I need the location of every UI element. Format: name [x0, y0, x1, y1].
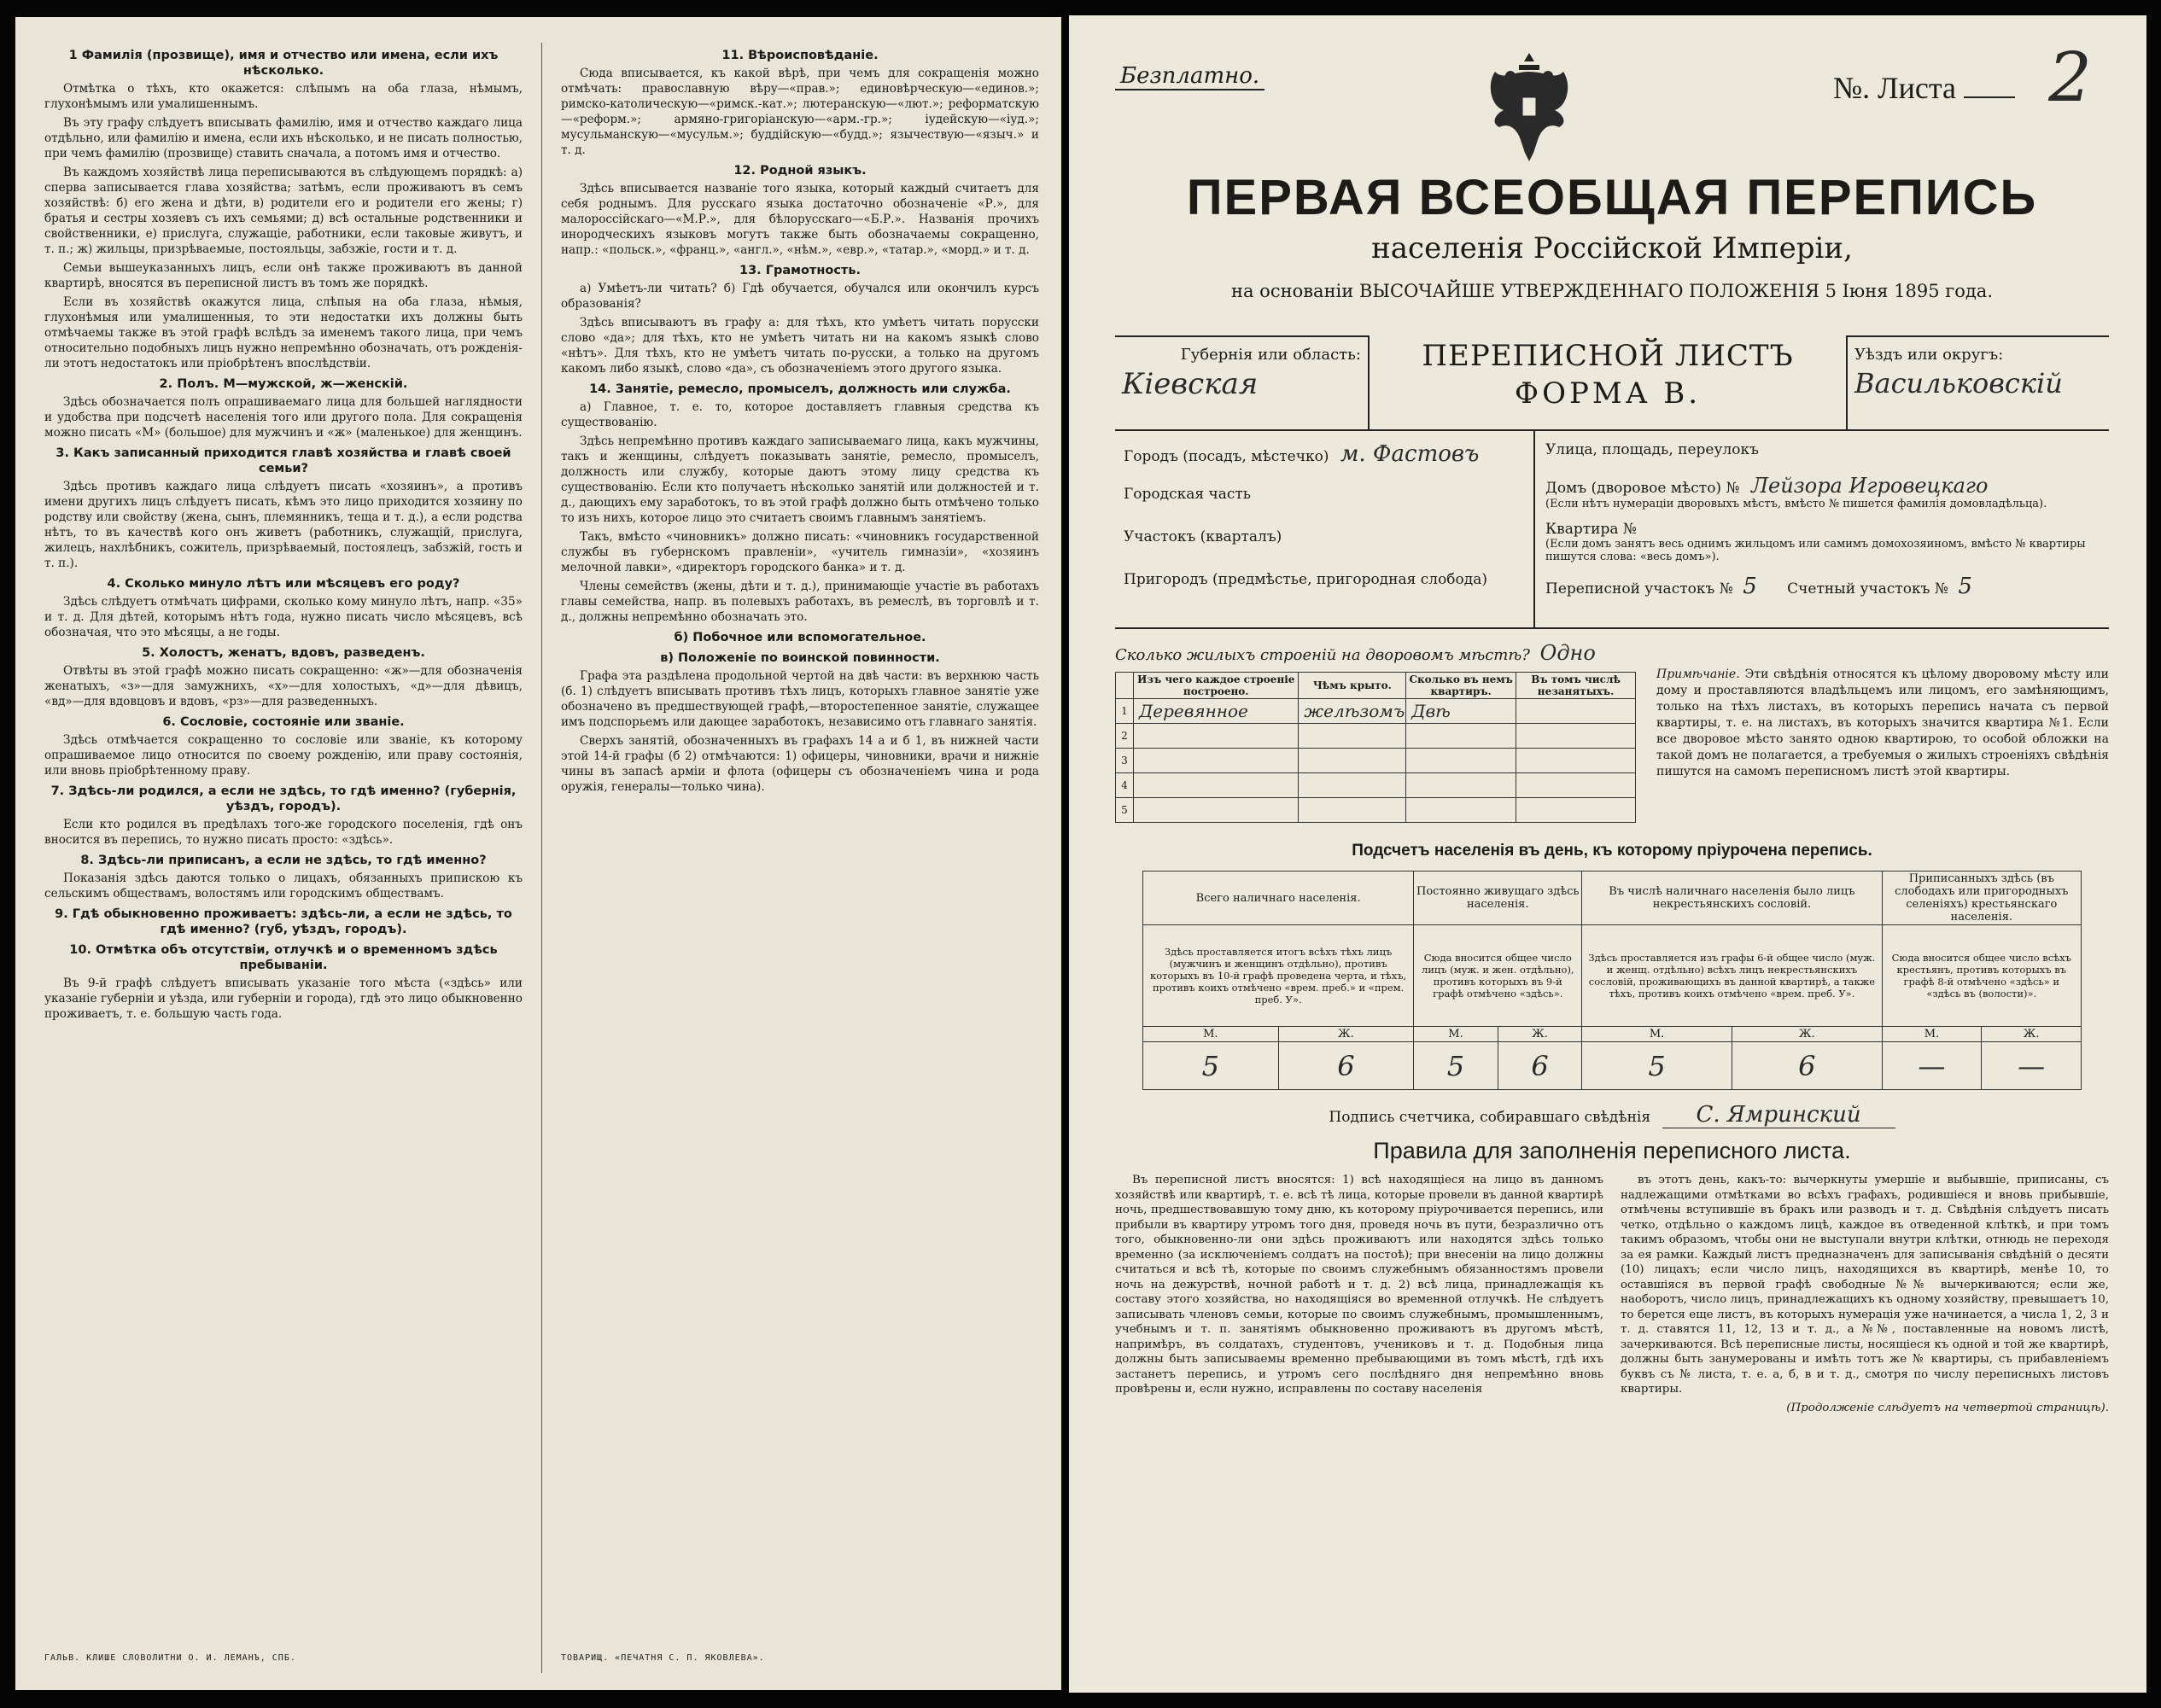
dom-label: Домъ (дворовое мѣсто) № — [1545, 480, 1740, 497]
dom-note: (Если нѣтъ нумераціи дворовыхъ мѣстъ, вмѣсто № пишется фамилія домовладѣльца). — [1545, 498, 2047, 510]
gorod-value[interactable]: м. Фастовъ — [1340, 441, 1480, 467]
instruction-paragraph: Сюда вписывается, къ какой вѣрѣ, при чемъ для сокращенія можно отмѣчать: православную вѣру—«прав.»; единовѣрческую—«единов.»; римско-католическую—«римск.-кат.»; лютеранскую—«лют.»; реформатскую—«реформ.»; армяно-григоріанскую—«арм.-гр.»; іудейскую—«іуд.»; мусульманскую—«мусульм.»; буддійскую—«будд.»; язычествую—«языч.» и т. д. — [561, 67, 1039, 157]
count-note: Сюда вносится общее число всѣхъ крестьянъ, противъ которыхъ въ графѣ 8-й отмѣчено «здѣсь» и «здѣсь въ (волости)». — [1882, 925, 2081, 1027]
building-cell[interactable] — [1134, 724, 1299, 749]
count-value[interactable]: 6 — [1498, 1042, 1582, 1090]
form-title: ПЕРЕПИСНОЙ ЛИСТЪ — [1422, 339, 1794, 373]
legal-basis-line: на основаніи ВЫСОЧАЙШЕ УТВЕРЖДЕННАГО ПОЛОЖЕНІЯ 5 Іюня 1895 года. — [1230, 281, 1994, 301]
building-cell[interactable] — [1134, 773, 1299, 798]
row-number: 3 — [1116, 749, 1134, 773]
count-value[interactable]: 5 — [1582, 1042, 1732, 1090]
count-sex-row — [1143, 1027, 2082, 1042]
instruction-paragraph: Отвѣты въ этой графѣ можно писать сокращенно: «ж»—для обозначенія женатыхъ, «з»—для замужнихъ, «х»—для холостыхъ, «д»—для дѣвицъ, «вд»—для вдовцовъ и вдовъ, «рз»—для разведенныхъ. — [44, 664, 523, 708]
instruction-heading: 13. Грамотность. — [739, 264, 861, 277]
count-header: Всего наличнаго населенія. — [1143, 871, 1414, 925]
count-value[interactable]: 6 — [1278, 1042, 1414, 1090]
instruction-paragraph: а) Главное, т. е. то, которое доставляетъ главныя средства къ существованію. — [561, 400, 1039, 429]
instruction-paragraph: Если кто родился въ предѣлахъ того-же городского поселенія, гдѣ онъ вносится въ перепись, то нужно писать просто: «здѣсь». — [44, 818, 523, 847]
female-header: Ж. — [1498, 1027, 1582, 1042]
uezd-value[interactable]: Васильковскій — [1854, 367, 2063, 399]
form-letter: ФОРМА В. — [1514, 376, 1702, 411]
building-cell[interactable] — [1299, 749, 1406, 773]
instruction-heading: 12. Родной языкъ. — [733, 164, 867, 178]
signature-label: Подпись счетчика, собиравшаго свѣдѣнія — [1329, 1109, 1651, 1126]
instruction-heading: б) Побочное или вспомогательное. — [674, 631, 926, 644]
instruction-paragraph: Семьи вышеуказанныхъ лицъ, если онѣ также проживаютъ въ данной квартирѣ, вносятся въ переписной листъ въ томъ же порядкѣ. — [44, 261, 523, 290]
printer-imprint: ТОВАРИЩ. «ПЕЧАТНЯ С. П. ЯКОВЛЕВА». — [561, 1653, 765, 1663]
count-notes-row — [1143, 925, 2082, 1027]
instruction-paragraph: а) Умѣетъ-ли читать? б) Гдѣ обучается, обучался или окончилъ курсъ образованія? — [561, 282, 1039, 311]
count-note: Здѣсь проставляется итогъ всѣхъ тѣхъ лицъ (мужчинъ и женщинъ отдѣльно), противъ которыхъ въ 10-й графѣ проведена черта, и тѣхъ, противъ коихъ отмѣчено «врем. преб.» и «прем. преб. У». — [1143, 925, 1414, 1027]
bld-header: Изъ чего каждое строеніе построено. — [1134, 673, 1299, 699]
building-cell[interactable] — [1516, 699, 1636, 724]
uezd-label: Уѣздъ или округъ: — [1854, 346, 2004, 364]
rules-column-right: въ этотъ день, какъ-то: вычеркнуты умершіе и выбывшіе, приписаны, съ надлежащими отмѣтками во всѣхъ графахъ, родившіеся и вновь прибывшіе, отмѣчены вступившіе въ бракъ или разводъ и т. д. Свѣдѣнія слѣдуетъ писать четко, отдѣльно о каждомъ лицѣ, каждое въ отведенной клѣткѣ, и при томъ такимъ образомъ, чтобы они не выступали внутри клѣтки, отнюдь не переходя за ея рамки. Каждый листъ предназначенъ для записыванія свѣдѣній о десяти (10) лицахъ; если число лицъ, находящихся въ квартирѣ, менѣе 10, то оставшіяся въ первой графѣ свободные №№ вычеркиваются; если же, наоборотъ, число лицъ, принадлежащихъ къ одному хозяйству, превышаетъ 10, то берется еще листъ, въ которыхъ нумерація уже начинается, а числа 1, 2, 3 и т. д. ставятся 11, 12, 13 и т. д., а №№, поставленные на новомъ листѣ, зачеркиваются. Всѣ переписные листы, носящіеся къ одной и той же квартирѣ, должны быть занумерованы и имѣть тотъ же № квартиры, съ прибавленіемъ буквъ съ № листа, т. е. а, б, в и т. д., смотря по числу переписныхъ листовъ квартиры. — [1621, 1174, 2109, 1396]
instruction-heading: 5. Холостъ, женатъ, вдовъ, разведенъ. — [142, 646, 425, 660]
instruction-paragraph: Здѣсь непремѣнно противъ каждаго записываемаго лица, какъ мужчины, такъ и женщины, слѣдуетъ показывать занятіе, ремесло, промыселъ, должность или службу, которые даютъ этому лицу средства къ существованію. Если кто получаетъ нѣсколько занятій или должностей и т. д., дающихъ ему заработокъ, то въ этой графѣ должно быть отмѣчено только то изъ нихъ, которое лицо это считаетъ своимъ главнымъ занятіемъ. — [561, 434, 1039, 525]
rules-column-left: Въ переписной листъ вносятся: 1) всѣ находящіеся на лицо въ данномъ хозяйствѣ или квартирѣ, т. е. всѣ тѣ лица, которые провели въ данной квартирѣ ночь, предшествовавшую тому дню, къ которому пріурочивается перепись, или прибыли въ квартиру утромъ того дня, проведя ночь въ пути, безразлично отъ того, обыкновенно-ли они здѣсь проживаютъ или находятся здѣсь только временно (за исключеніемъ солдатъ на постоѣ); при внесеніи на лицо должны считаться и всѣ тѣ, которые по своимъ служебнымъ обязанностямъ провели ночь на дежурствѣ, ночной работѣ и т. д. 2) всѣ лица, принадлежащія къ составу этого хозяйства, но находящіяся во временной отлучкѣ. Не слѣдуетъ записывать членовъ семьи, которые по своимъ служебнымъ, промышленнымъ, учебнымъ и т. п. занятіямъ обыкновенно проживаютъ въ другомъ мѣстѣ, напримѣръ, въ солдатахъ, студентовъ, учениковъ и т. д. Подобныя лица должны быть записываемы временно пребывающими въ томъ мѣстѣ, гдѣ ихъ застанетъ перепись, и утромъ сего послѣдняго дня непремѣнно вновь провѣрены и, если нужно, исправлены по составу населенія — [1115, 1174, 1603, 1396]
building-cell[interactable] — [1406, 798, 1516, 823]
instruction-heading: 3. Какъ записанный приходится главѣ хозяйства и главѣ своей семьи? — [55, 446, 511, 475]
building-cell[interactable] — [1134, 798, 1299, 823]
instruction-paragraph: Члены семействъ (жены, дѣти и т. д.), принимающіе участіе въ работахъ главы семейства, напр. въ полевыхъ работахъ, въ ремеслѣ, въ торговлѣ и т. д., должны непремѣнно обозначать это. — [561, 580, 1039, 624]
row-number: 4 — [1116, 773, 1134, 798]
census-form-page — [1069, 15, 2146, 1693]
female-header: Ж. — [1982, 1027, 2082, 1042]
count-value[interactable]: — — [1982, 1042, 2082, 1090]
gorod-label: Городъ (посадъ, мѣстечко) — [1124, 448, 1329, 465]
building-cell[interactable] — [1516, 724, 1636, 749]
row-number: 2 — [1116, 724, 1134, 749]
instruction-heading: 8. Здѣсь-ли приписанъ, а если не здѣсь, то гдѣ именно? — [80, 854, 487, 867]
count-header: Приписанныхъ здѣсь (въ слободахъ или пригородныхъ селеніяхъ) крестьянскаго населенія. — [1882, 871, 2081, 925]
male-header: М. — [1414, 1027, 1498, 1042]
double-headed-eagle-emblem — [1478, 46, 1580, 166]
row-number: 5 — [1116, 798, 1134, 823]
note-text: Эти свѣдѣнія относятся къ цѣлому дворовому мѣсту или дому и проставляются владѣльцемъ или лицомъ, его замѣняющимъ, только на тѣхъ листахъ, въ которыхъ перепись начата съ первой квартиры, т. е. на листахъ, въ которыхъ значится квартира №1. Если все дворовое мѣсто занято одною квартирою, то особой обложки на такой домъ не полагается, а требуемыя о жилыхъ строеніяхъ свѣдѣнія пишутся на самомъ переписномъ листѣ этой квартиры. — [1656, 667, 2109, 778]
rules-title: Правила для заполненія переписного листа. — [1373, 1138, 1851, 1163]
instruction-heading: 1 Фамилія (прозвище), имя и отчество или имена, если ихъ нѣсколько. — [68, 49, 499, 78]
building-row — [1116, 798, 1636, 823]
column-divider — [541, 43, 542, 1673]
building-cell[interactable] — [1299, 773, 1406, 798]
instruction-heading: 11. Вѣроисповѣданіе. — [721, 49, 879, 62]
instruction-paragraph: Сверхъ занятій, обозначенныхъ въ графахъ 14 а и б 1, въ нижней части этой 14-й графы (б 2) отмѣчаются: 1) офицеры, чиновники, врачи и нижніе чины въ запасѣ арміи и флота (офицеры съ обозначеніемъ чина и рода оружія, генералы—только чина). — [561, 734, 1039, 794]
bld-header: Чѣмъ крыто. — [1299, 673, 1406, 699]
instruction-paragraph: Если въ хозяйствѣ окажутся лица, слѣпыя на оба глаза, нѣмыя, глухонѣмыя или умалишенныя, то эти недостатки ихъ должны быть отмѣчаемы также въ этой графѣ вслѣдъ за именемъ такого лица, при чемъ относительно подобныхъ лицъ нужно непремѣнно обозначать, отъ рожденія-ли этотъ недостатокъ или пріобрѣтенъ впослѣдствіи. — [44, 295, 523, 370]
zhilye-value[interactable]: Одно — [1539, 641, 1596, 665]
gubernia-value[interactable]: Кіевская — [1122, 367, 1259, 401]
building-cell[interactable] — [1516, 749, 1636, 773]
instruction-heading: 7. Здѣсь-ли родился, а если не здѣсь, то гдѣ именно? (губернія, уѣздъ, городъ). — [50, 784, 517, 813]
instruction-heading: 6. Сословіе, состояніе или званіе. — [162, 715, 405, 729]
building-cell[interactable]: Двѣ — [1406, 699, 1516, 724]
building-cell[interactable] — [1406, 773, 1516, 798]
dom-value[interactable]: Лейзора Игровецкаго — [1750, 474, 1989, 498]
building-row — [1116, 749, 1636, 773]
uchastok-label: Участокъ (кварталъ) — [1124, 528, 1282, 545]
count-note: Сюда вносится общее число лицъ (муж. и жен. отдѣльно), противъ которыхъ въ 9-й графѣ отмѣчено «здѣсь». — [1414, 925, 1582, 1027]
instruction-paragraph: Показанія здѣсь даются только о лицахъ, обязанныхъ припискою къ сельскимъ обществамъ, волостямъ или городскимъ обществамъ. — [44, 871, 523, 901]
sheet-number-handwritten: 2 — [2048, 38, 2092, 117]
instruction-paragraph: Здѣсь противъ каждаго лица слѣдуетъ писать «хозяинъ», а противъ имени другихъ лицъ слѣдуетъ писать, кѣмъ это лицо приходится хозяину по родству или свойству (жена, сынъ, племянникъ, теща и т. д.), а если родства нѣтъ, то въ качествѣ кого онъ живетъ (работникъ, служащій, прислуга, жилецъ, нахлѣбникъ, сожитель, призрѣваемый, постоялецъ, забзжій, гость и т. п.). — [44, 480, 523, 570]
buildings-header-row — [1116, 673, 1636, 699]
perep-uchastok-value[interactable]: 5 — [1743, 574, 1757, 599]
instruction-paragraph: Такъ, вмѣсто «чиновникъ» должно писать: «чиновникъ государственной службы въ губернскомъ правленіи», «учитель гимназіи», «хозяинъ мелочной лавки», «директоръ городского банка» и т. д. — [561, 530, 1039, 574]
sheet-number-line — [1964, 96, 2015, 98]
instruction-paragraph: Въ эту графу слѣдуетъ вписывать фамилію, имя и отчество каждаго лица отдѣльно, или фамилію и имена, если ихъ нѣсколько, и не писать полностью, при чемъ фамилію (прозвище) ставить сначала, а потомъ имя и отчество. — [44, 116, 523, 160]
bld-header: Въ томъ числѣ незанятыхъ. — [1516, 673, 1636, 699]
count-value[interactable]: 6 — [1732, 1042, 1882, 1090]
population-count-table — [1142, 871, 2082, 1090]
instruction-paragraph: Въ каждомъ хозяйствѣ лица переписываются въ слѣдующемъ порядкѣ: а) сперва записывается глава хозяйства; затѣмъ, если проживаютъ въ семъ хозяйствѣ: б) его жена и дѣти, в) родители его и родители его жены; г) братья и сестры хозяевъ съ ихъ семьями; д) всѣ остальные родственники и свойственники, е) прислуга, служащіе, работники, если таковые живутъ, и т. п.; ж) жильцы, призрѣваемые, постояльцы, забзжіе, гости и т. д. — [44, 166, 523, 256]
male-header: М. — [1143, 1027, 1279, 1042]
female-header: Ж. — [1278, 1027, 1414, 1042]
gorod-chast-label: Городская часть — [1124, 486, 1252, 503]
printer-imprint: ГАЛЬВ. КЛИШЕ СЛОВОЛИТНИ О. И. ЛЕМАНЪ, СПБ. — [44, 1653, 296, 1663]
kvartira-label: Квартира № — [1545, 521, 1637, 538]
male-header: М. — [1882, 1027, 1982, 1042]
count-value[interactable]: 5 — [1414, 1042, 1498, 1090]
count-value[interactable]: 5 — [1143, 1042, 1279, 1090]
ulitsa-label: Улица, площадь, переулокъ — [1545, 441, 1759, 458]
buildings-table — [1115, 672, 1636, 823]
building-cell[interactable] — [1516, 798, 1636, 823]
count-header-row — [1143, 871, 2082, 925]
signature-value[interactable]: С. Ямринский — [1662, 1102, 1895, 1128]
instruction-heading: 10. Отмѣтка объ отсутствіи, отлучкѣ и о временномъ здѣсь пребываніи. — [69, 943, 498, 972]
building-row — [1116, 724, 1636, 749]
instruction-heading: в) Положеніе по воинской повинности. — [660, 651, 940, 665]
instruction-paragraph: Здѣсь вписывается названіе того языка, который каждый считаетъ для себя роднымъ. Для русскаго языка достаточно обозначеніе «Р.», для малороссійскаго—«М.Р.», для бѣлорусскаго—«Б.Р.». Названія прочихъ инородческихъ языковъ могутъ также быть обозначаемы сокращенно, напр.: «польск.», «франц.», «англ.», «нѣм.», «евр.», «татар.», «морд.» и т. д. — [561, 182, 1039, 257]
instruction-paragraph: Здѣсь обозначается полъ опрашиваемаго лица для большей наглядности и удобства при подсчетѣ населенія того или другого пола. Для сокращенія можно писать «М» (большое) для мужчинъ и «ж» (маленькое) для женщинъ. — [44, 395, 523, 440]
instruction-heading: 2. Полъ. М—мужской, ж—женскій. — [159, 377, 408, 391]
building-cell[interactable] — [1516, 773, 1636, 798]
count-note: Здѣсь проставляется изъ графы 6-й общее число (муж. и женщ. отдѣльно) всѣхъ лицъ некрестьянскихъ сословій, проживающихъ въ данной квартирѣ, а также тѣхъ, противъ коихъ отмѣчено «врем. преб. У». — [1582, 925, 1882, 1027]
building-cell[interactable] — [1134, 749, 1299, 773]
building-row — [1116, 699, 1636, 724]
bld-header: Сколько въ немъ квартиръ. — [1406, 673, 1516, 699]
sheet-number-label: №. Листа — [1832, 71, 1956, 105]
census-title: ПЕРВАЯ ВСЕОБЩАЯ ПЕРЕПИСЬ — [1186, 170, 2038, 225]
uezd-box — [1846, 335, 2109, 429]
instruction-paragraph: Здѣсь слѣдуетъ отмѣчать цифрами, сколько кому минуло лѣтъ, напр. «35» и т. д. Для дѣтей, которымъ нѣтъ года, нужно писать число мѣсяцевъ, всѣ обозначая, что это мѣсяцы, а не годы. — [44, 595, 523, 639]
instruction-heading: 9. Гдѣ обыкновенно проживаетъ: здѣсь-ли, а если не здѣсь, то гдѣ именно? (губ, уѣздъ, городъ). — [55, 907, 512, 936]
instruction-paragraph: Отмѣтка о тѣхъ, кто окажется: слѣпымъ на оба глаза, нѣмымъ, глухонѣмымъ или умалишеннымъ. — [44, 82, 523, 111]
male-header: М. — [1582, 1027, 1732, 1042]
building-cell[interactable] — [1406, 749, 1516, 773]
row-number: 1 — [1116, 699, 1134, 724]
note-title: Примѣчаніе. — [1656, 667, 1740, 681]
instructions-column-1 — [44, 43, 523, 1673]
prigorod-label: Пригородъ (предмѣстье, пригородная слобода) — [1124, 571, 1488, 588]
census-subtitle: населенія Россійской Имперіи, — [1371, 231, 1853, 265]
count-values-row — [1143, 1042, 2082, 1090]
count-title: Подсчетъ населенія въ день, къ которому пріурочена перепись. — [1352, 842, 1872, 860]
building-cell[interactable] — [1406, 724, 1516, 749]
gubernia-box — [1115, 335, 1370, 429]
building-cell[interactable] — [1299, 798, 1406, 823]
perep-uchastok-label: Переписной участокъ № — [1545, 580, 1733, 598]
gubernia-label: Губернія или область: — [1180, 346, 1361, 364]
count-header: Постоянно живущаго здѣсь населенія. — [1414, 871, 1582, 925]
count-value[interactable]: — — [1882, 1042, 1982, 1090]
building-cell[interactable]: желѣзомъ — [1299, 699, 1406, 724]
buildings-note — [1636, 641, 2109, 823]
zhilye-label: Сколько жилыхъ строеній на дворовомъ мѣстѣ? — [1115, 646, 1530, 664]
instruction-heading: 4. Сколько минуло лѣтъ или мѣсяцевъ его роду? — [107, 577, 460, 591]
schet-uchastok-value[interactable]: 5 — [1958, 574, 1972, 599]
building-row — [1116, 773, 1636, 798]
instructions-column-2 — [561, 43, 1039, 1673]
schet-uchastok-label: Счетный участокъ № — [1787, 580, 1948, 598]
instruction-paragraph: Здѣсь вписываютъ въ графу а: для тѣхъ, кто умѣетъ читать порусски слово «да»; для тѣхъ, кто не умѣетъ читать ни на какомъ языкѣ слово «нѣтъ». Для тѣхъ, кто не умѣетъ читать по-русски, а только на другомъ какомъ либо языкѣ, слово «да», съ обозначеніемъ этого другого языка. — [561, 316, 1039, 376]
free-of-charge-label: Безплатно. — [1115, 63, 1264, 90]
building-cell[interactable] — [1299, 724, 1406, 749]
instruction-paragraph: Въ 9-й графѣ слѣдуетъ вписывать указаніе того мѣста («здѣсь» или указаніе губерніи и уѣзда, или губерніи и города), гдѣ это лицо обыкновенно проживаетъ, т. е. большую часть года. — [44, 976, 523, 1021]
left-instructions-page — [15, 17, 1061, 1690]
instruction-heading: 14. Занятіе, ремесло, промыселъ, должность или служба. — [589, 382, 1011, 396]
building-cell[interactable]: Деревянное — [1134, 699, 1299, 724]
kvartira-note: (Если домъ занятъ весь однимъ жильцомъ или самимъ домохозяиномъ, вмѣсто № квартиры пишутся слова: «весь домъ»). — [1545, 538, 2086, 563]
count-header: Въ числѣ наличнаго населенія было лицъ некрестьянскихъ сословій. — [1582, 871, 1882, 925]
instruction-paragraph: Здѣсь отмѣчается сокращенно то сословіе или званіе, къ которому опрашиваемое лицо относится по своему рожденію, или праву состоянія, или вновь пріобрѣтенному праву. — [44, 733, 523, 778]
instruction-paragraph: Графа эта раздѣлена продольной чертой на двѣ части: въ верхнюю часть (б. 1) слѣдуетъ вписывать противъ тѣхъ лицъ, которыхъ главное занятіе уже обозначено въ предшествующей графѣ,—второстепенное занятіе, служащее имъ подспорьемъ или дающее заработокъ, независимо отъ главнаго занятія. — [561, 669, 1039, 729]
rules-continuation: (Продолженіе слѣдуетъ на четвертой страницѣ). — [1786, 1401, 2109, 1414]
female-header: Ж. — [1732, 1027, 1882, 1042]
